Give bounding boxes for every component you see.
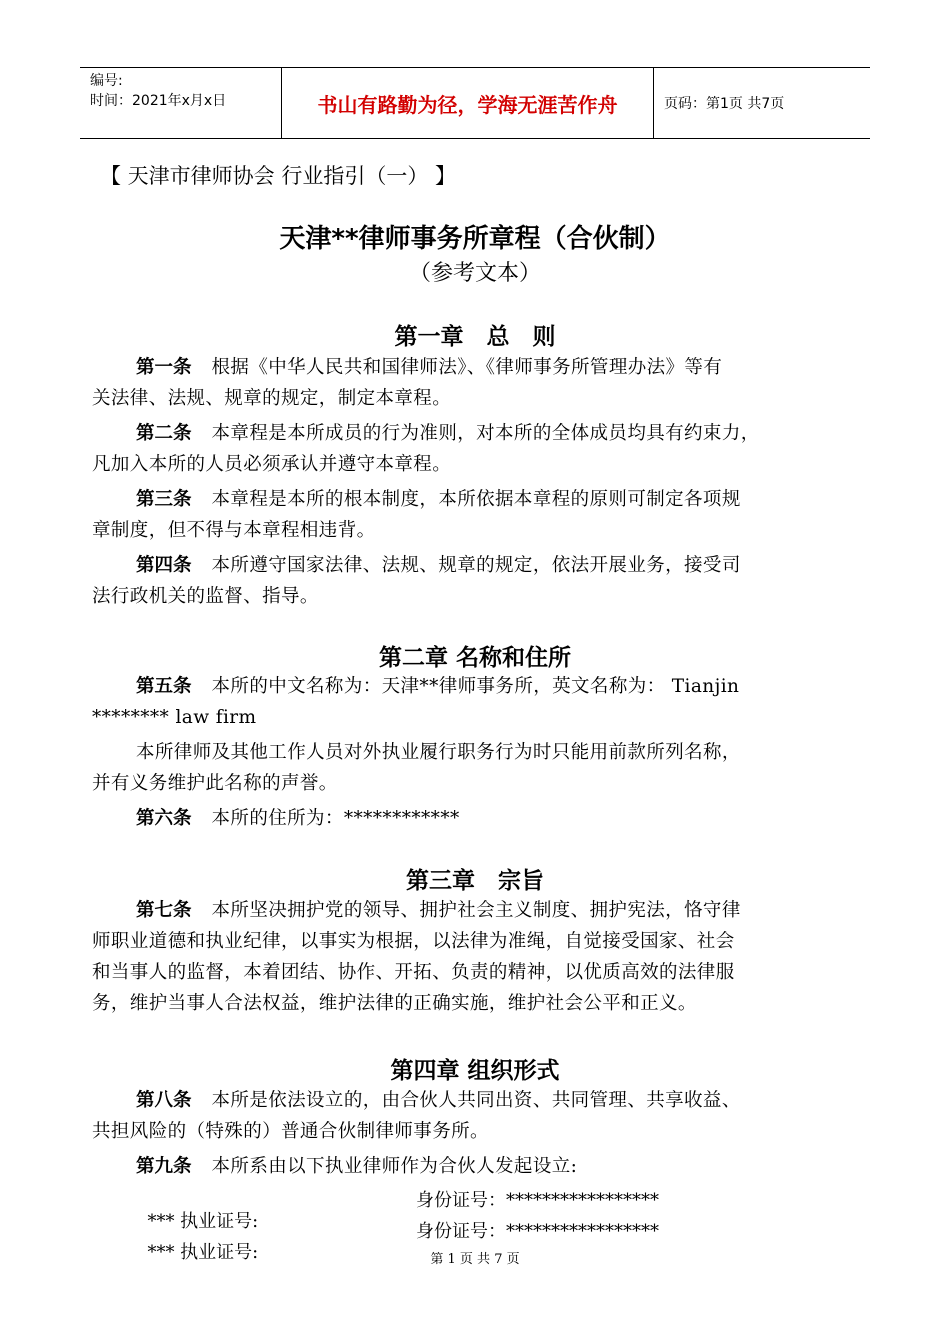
article-7-cont-1: 师职业道德和执业纪律，以事实为根据，以法律为准绳，自觉接受国家、社会 xyxy=(92,931,735,952)
article-2-cont: 凡加入本所的人员必须承认并遵守本章程。 xyxy=(92,454,452,475)
article-1-cont: 关法律、法规、规章的规定，制定本章程。 xyxy=(92,388,452,409)
article-7-cont-3: 务，维护当事人合法权益，维护法律的正确实施，维护社会公平和正义。 xyxy=(92,993,697,1014)
article-6: 第六条 本所的住所为：************ xyxy=(136,808,460,829)
article-label: 第九条 xyxy=(136,1156,192,1177)
article-label: 第八条 xyxy=(136,1090,192,1111)
article-2: 第二条 本章程是本所成员的行为准则，对本所的全体成员均具有约束力， xyxy=(136,423,760,444)
chapter-4-heading: 第四章 组织形式 xyxy=(390,1058,560,1084)
header-page-info: 页码：第1页 共7页 xyxy=(664,96,785,112)
article-4: 第四条 本所遵守国家法律、法规、规章的规定，依法开展业务，接受司 xyxy=(136,555,741,576)
chapter-2-heading: 第二章 名称和住所 xyxy=(378,645,571,671)
article-label: 第三条 xyxy=(136,489,192,510)
article-5-para2: 本所律师及其他工作人员对外执业履行职务行为时只能用前款所列名称， xyxy=(136,742,741,763)
partner-name: *** 执业证号: xyxy=(147,1211,259,1232)
article-8-cont: 共担风险的（特殊的）普通合伙制律师事务所。 xyxy=(92,1121,489,1142)
header-motto: 书山有路勤为径，学海无涯苦作舟 xyxy=(282,68,654,138)
chapter-1-body xyxy=(92,352,862,612)
page-title: 天津**律师事务所章程（合伙制） xyxy=(279,224,671,254)
article-7: 第七条 本所坚决拥护党的领导、拥护社会主义制度、拥护宪法，恪守律 xyxy=(136,900,741,921)
article-8: 第八条 本所是依法设立的，由合伙人共同出资、共同管理、共享收益、 xyxy=(136,1090,741,1111)
article-3-cont: 章制度，但不得与本章程相违背。 xyxy=(92,520,376,541)
partner-name: *** 执业证号: xyxy=(147,1242,259,1263)
article-5: 第五条 本所的中文名称为：天津**律师事务所，英文名称为： Tianjin xyxy=(136,676,740,697)
article-label: 第四条 xyxy=(136,555,192,576)
article-label: 第六条 xyxy=(136,808,192,829)
article-label: 第七条 xyxy=(136,900,192,921)
page-footer: 第 1 页 共 7 页 xyxy=(430,1252,520,1267)
header-meta xyxy=(80,68,282,138)
article-label: 第五条 xyxy=(136,676,192,697)
article-5-cont: ******** law firm xyxy=(92,707,257,728)
chapter-1-heading: 第一章 总 则 xyxy=(394,324,556,350)
chapter-2-body xyxy=(92,671,862,834)
partner-id: 身份证号：***************** xyxy=(416,1221,659,1242)
page-subtitle: （参考文本） xyxy=(408,261,541,286)
article-7-cont-2: 和当事人的监督，本着团结、协作、开拓、负责的精神，以优质高效的法律服 xyxy=(92,962,735,983)
document-number-label: 编号: xyxy=(90,73,123,89)
document-time: 时间：2021年x月x日 xyxy=(90,93,227,109)
article-4-cont: 法行政机关的监督、指导。 xyxy=(92,586,319,607)
article-3: 第三条 本章程是本所的根本制度，本所依据本章程的原则可制定各项规 xyxy=(136,489,741,510)
article-9: 第九条 本所系由以下执业律师作为合伙人发起设立: xyxy=(136,1156,578,1177)
document-header xyxy=(80,67,870,139)
article-label: 第一条 xyxy=(136,357,192,378)
chapter-3-body xyxy=(92,895,862,1019)
article-label: 第二条 xyxy=(136,423,192,444)
article-1: 第一条 根据《中华人民共和国律师法》、《律师事务所管理办法》等有 xyxy=(136,357,723,378)
article-5-para2-cont: 并有义务维护此名称的声誉。 xyxy=(92,773,338,794)
partner-id: 身份证号：***************** xyxy=(416,1190,659,1211)
chapter-3-heading: 第三章 宗旨 xyxy=(406,868,544,894)
chapter-4-body xyxy=(92,1085,862,1182)
guide-heading: 【 天津市律师协会 行业指引（一） 】 xyxy=(100,164,457,188)
